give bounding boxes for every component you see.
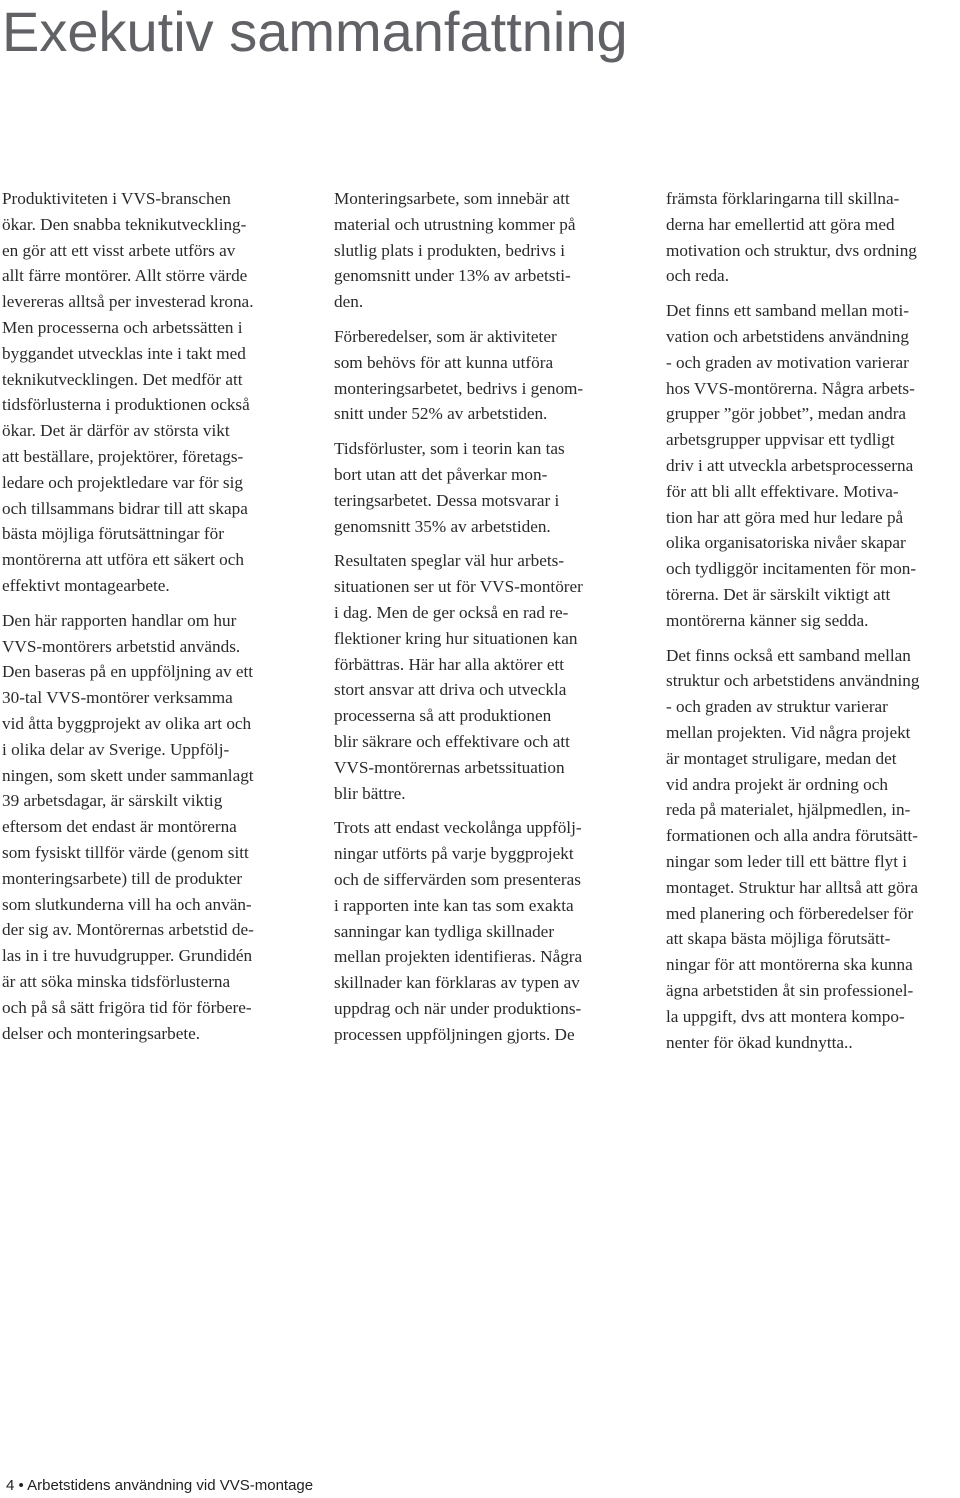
page-footer: 4 • Arbetstidens användning vid VVS-montage (6, 1477, 314, 1494)
paragraph: Det finns också ett samband mellan struktur och arbetstidens användning - och graden av struktur varierar mellan projekten. Vid några projekt är montaget struligare, medan det vid andra projekt är ordning och reda på materialet, hjälpmedlen, in- formationen och alla andra förutsätt- ningar som leder till ett bättre flyt i montaget. Struktur har alltså att göra med planering och förberedelser för att skapa bästa möjliga förutsätt- ningar för att montörerna ska kunna ägna arbetstiden åt sin professionel- la uppgift, dvs att montera kompo- nenter för ökad kundnytta.. (666, 645, 920, 1052)
text-column-3 (666, 186, 960, 1064)
paragraph: Det finns ett samband mellan moti- vation och arbetstidens användning - och graden av motivation varierar hos VVS-montörerna. Några arbets- grupper ”gör jobbet”, medan andra arbetsgrupper uppvisar ett tydligt driv i att utveckla arbetsprocesserna för att bli allt effektivare. Motiva- tion har att göra med hur ledare på olika organisatoriska nivåer skapar och tydliggör incitamenten för mon- törerna. Det är särskilt viktigt att montörerna känner sig sedda. (666, 301, 917, 630)
paragraph: Tidsförluster, som i teorin kan tas bort utan att det påverkar mon- teringsarbetet. Dessa motsvarar i genomsnitt 35% av arbetstiden. (334, 439, 565, 536)
page-title: Exekutiv sammanfattning (2, 0, 628, 63)
paragraph: Monteringsarbete, som innebär att material och utrustning kommer på slutlig plats i produkten, bedrivs i genomsnitt under 13% av arbetsti- den. (334, 189, 576, 312)
paragraph: Produktiviteten i VVS-branschen ökar. Den snabba teknikutveckling- en gör att ett visst arbete utförs av allt färre montörer. Allt större värde levereras alltså per investerad krona. Men processerna och arbetssätten i byggandet utvecklas inte i takt med teknikutvecklingen. Det medför att tidsförlusterna i produktionen också ökar. Det är därför av största vikt att beställare, projektörer, företags- ledare och projektledare var för sig och tillsammans bidrar till att skapa bästa möjliga förutsättningar för montörerna att utföra ett säkert och effektivt montagearbete. (2, 189, 254, 595)
paragraph: Förberedelser, som är aktiviteter som behövs för att kunna utföra monteringsarbetet, bedrivs i genom- snitt under 52% av arbetstiden. (334, 326, 584, 424)
paragraph: Resultaten speglar väl hur arbets- situationen ser ut för VVS-montörer i dag. Men de ger också en rad re- flektioner kring hur situationen kan förbättras. Här har alla aktörer ett stort ansvar att driva och utveckla processerna så att produktionen blir säkrare och effektivare och att VVS-montörernas arbetssituation blir bättre. (334, 551, 583, 803)
paragraph: Den här rapporten handlar om hur VVS-montörers arbetstid används. Den baseras på en uppföljning av ett 30-tal VVS-montörer verksamma vid åtta byggprojekt av olika art och i olika delar av Sverige. Uppfölj- ningen, som skett under sammanlagt 39 arbetsdagar, är särskilt viktig eftersom det endast är montörerna som fysiskt tillför värde (genom sitt monteringsarbete) till de produkter som slutkunderna vill ha och använ- der sig av. Montörernas arbetstid de- las in i tre huvudgrupper. Grundidén är att söka minska tidsförlusterna och på så sätt frigöra tid för förbere- delser och monteringsarbete. (2, 610, 254, 1043)
text-column-1 (2, 186, 302, 1055)
paragraph: främsta förklaringarna till skillna- derna har emellertid att göra med motivation och struktur, dvs ordning och reda. (666, 189, 917, 286)
paragraph: Trots att endast veckolånga uppfölj- ningar utförts på varje byggprojekt och de siffervärden som presenteras i rapporten inte kan tas som exakta sanningar kan tydliga skillnader mellan projekten identifieras. Några skillnader kan förklaras av typen av uppdrag och när under produktions- processen uppföljningen gjorts. De (334, 818, 583, 1044)
text-column-2 (334, 186, 634, 1057)
